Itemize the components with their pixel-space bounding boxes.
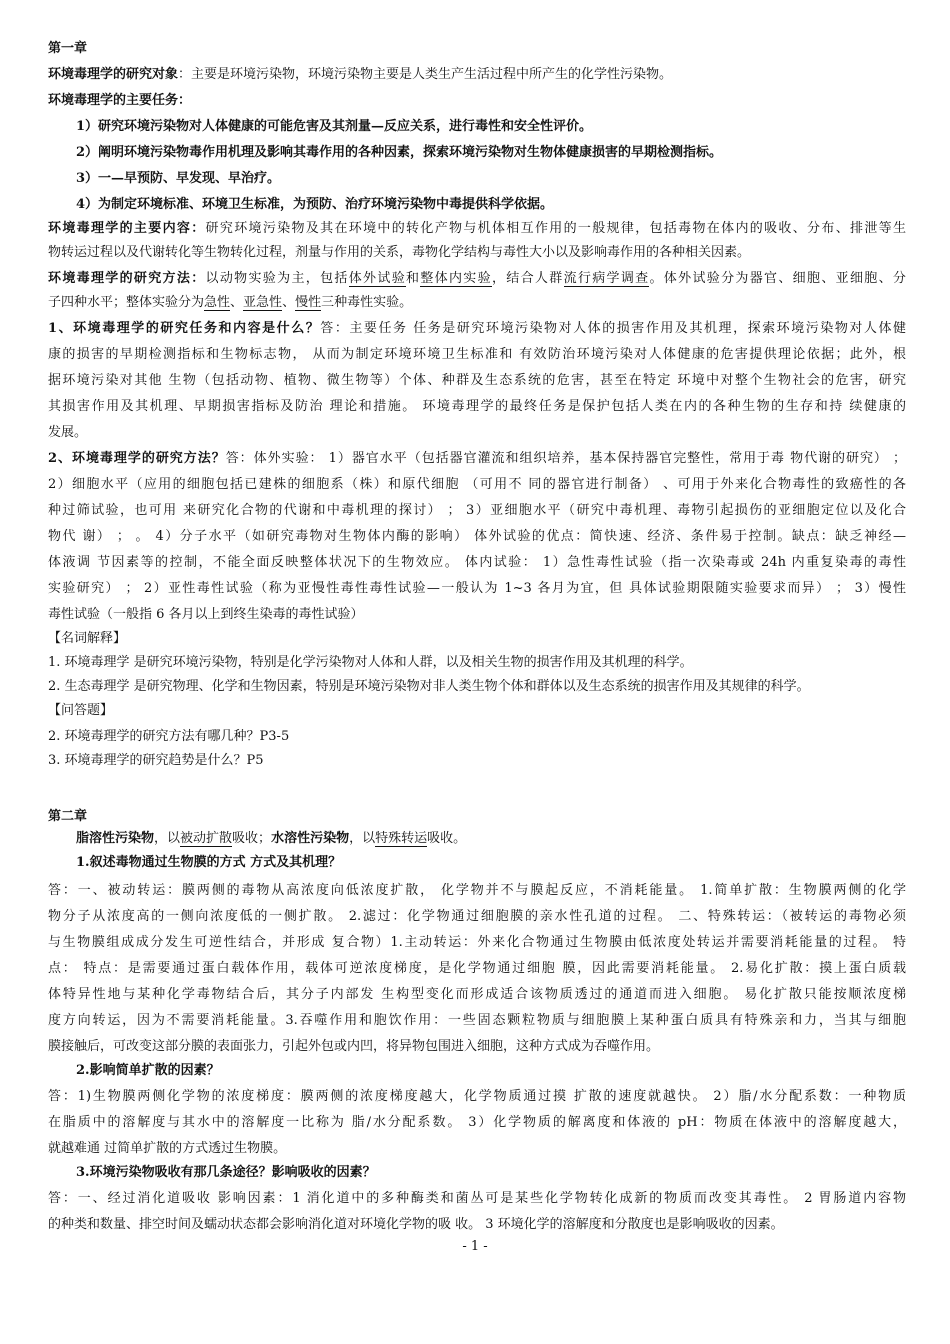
answer-text: 答：体外实验： 1）器官水平（包括器官灌流和组织培养，基本保持器官完整性，常用于毒 物代谢的研究） ； xyxy=(225,451,907,466)
answer-line: 其损害作用及其机理、早期损害指标及防治 理论和措施。 环境毒理学的最终任务是保护包括人类在内的各种生物的生存和持 续健康的 xyxy=(48,399,906,414)
task-item-3: 3）一—早预防、早发现、早治疗。 xyxy=(76,171,281,186)
question-1-line-1 xyxy=(48,320,906,337)
answer-text: 答：主要任务 任务是研究环境污染物对人体的损害作用及其机理，探索环境污染物对人体健 xyxy=(320,321,906,336)
research-object-line xyxy=(48,66,672,83)
research-method-line-1 xyxy=(48,270,906,287)
term-item: 1. 环境毒理学 是研究环境污染物，特别是化学污染物对人体和人群，以及相关生物的损害作用及其机理的科学。 xyxy=(48,655,693,670)
question-2-line-1 xyxy=(48,450,906,467)
answer-line: 体特异性地与某种化学毒物结合后，其分子内部发 生构型变化而形成适合该物质透过的通道而进入细胞。 易化扩散只能按顺浓度梯 xyxy=(48,987,906,1002)
research-object-text: ：主要是环境污染物，环境污染物主要是人类生产生活过程中所产生的化学性污染物。 xyxy=(178,67,673,82)
method-text: 。体外试验分为器官、细胞、亚细胞、分 xyxy=(649,271,906,286)
absorption-summary-line xyxy=(76,830,466,847)
underlined-term: 被动扩散 xyxy=(180,831,233,846)
ch2-question-3-label: 3.环境污染物吸收有那几条途径？影响吸收的因素？ xyxy=(76,1165,376,1180)
answer-line: 膜接触后，可改变这部分膜的表面张力，引起外包或内凹，将异物包围进入细胞，这种方式成为吞噬作用。 xyxy=(48,1039,660,1054)
method-text: 和 xyxy=(406,271,421,286)
method-text: 子四种水平；整体实验分为 xyxy=(48,295,205,310)
summary-text: ，以 xyxy=(154,831,181,846)
research-method-line-2 xyxy=(48,294,412,311)
underlined-term: 亚急性 xyxy=(243,295,283,310)
task-item-1: 1）研究环境污染物对人体健康的可能危害及其剂量—反应关系，进行毒性和安全性评价。 xyxy=(76,119,593,134)
answer-line: 康的损害的早期检测指标和生物标志物， 从而为制定环境环境卫生标准和 有效防治环境污染对人体健康的危害提供理论依据；此外，根 xyxy=(48,347,906,362)
answer-line: 答：一、经过消化道吸收 影响因素：1 消化道中的多种酶类和菌丛可是某些化学物转化成新的物质而改变其毒性。 2 胃肠道内容物 xyxy=(48,1191,906,1206)
method-text: 以动物实验为主，包括 xyxy=(205,271,349,286)
term-header: 【名词解释】 xyxy=(48,631,127,646)
answer-line: 据环境污染对其他 生物（包括动物、植物、微生物等）个体、种群及生态系统的危害，甚至在特定 环境中对整个生物社会的危害，研究 xyxy=(48,373,906,388)
answer-line: 与生物膜组成成分发生可逆性结合，并形成 复合物）1.主动转运：外来化合物通过生物膜由低浓度处转运并需要消耗能量的过程。 特 xyxy=(48,935,906,950)
main-tasks-label: 环境毒理学的主要任务： xyxy=(48,93,192,108)
qa-item: 3. 环境毒理学的研究趋势是什么？P5 xyxy=(48,753,264,768)
task-item-2: 2）阐明环境污染物毒作用机理及影响其毒作用的各种因素，探索环境污染物对生物体健康损害的早期检测指标。 xyxy=(76,145,723,160)
qa-item: 2. 环境毒理学的研究方法有哪几种？P3-5 xyxy=(48,729,290,744)
term-item: 2. 生态毒理学 是研究物理、化学和生物因素，特别是环境污染物对非人类生物个体和群体以及生态系统的损害作用及其规律的科学。 xyxy=(48,679,810,694)
main-content-line-2: 物转运过程以及代谢转化等生物转化过程，剂量与作用的关系，毒物化学结构与毒性大小以及影响毒作用的各种相关因素。 xyxy=(48,245,751,260)
answer-line: 发展。 xyxy=(48,425,88,440)
underlined-term: 急性 xyxy=(204,295,231,310)
answer-line: 2）细胞水平（应用的细胞包括已建株的细胞系（株）和原代细胞 （可用不 同的器官进行制备） 、可用于外来化合物毒性的致癌性的各 xyxy=(48,477,906,492)
answer-line: 物代 谢） ； 。 4）分子水平（如研究毒物对生物体内酶的影响） 体外试验的优点：简快速、经济、条件易于控制。缺点：缺乏神经— xyxy=(48,529,906,544)
ch2-question-2-label: 2.影响简单扩散的因素？ xyxy=(76,1063,220,1078)
answer-line: 度方向转运，因为不需要消耗能量。3.吞噬作用和胞饮作用：一些固态颗粒物质与细胞膜上某种蛋白质具有特殊亲和力，当其与细胞 xyxy=(48,1013,906,1028)
bold-term: 脂溶性污染物 xyxy=(76,831,155,846)
answer-line: 点： 特点：是需要通过蛋白载体作用，载体可逆浓度梯度，是化学物通过细胞 膜，因此需要消耗能量。 2.易化扩散：摸上蛋白质载 xyxy=(48,961,906,976)
answer-line: 答：一、被动转运：膜两侧的毒物从高浓度向低浓度扩散， 化学物并不与膜起反应，不消耗能量。 1.简单扩散：生物膜两侧的化学 xyxy=(48,883,906,898)
qa-header: 【问答题】 xyxy=(48,703,114,718)
summary-text: 吸收。 xyxy=(427,831,467,846)
main-content-text-1: 研究环境污染物及其在环境中的转化产物与机体相互作用的一般规律，包括毒物在体内的吸收、分布、排泄等生 xyxy=(205,221,906,236)
bold-term: 水溶性污染物 xyxy=(271,831,350,846)
answer-line: 就越难通 过简单扩散的方式透过生物膜。 xyxy=(48,1141,287,1156)
answer-line: 种过筛试验，也可用 来研究化合物的代谢和中毒机理的探讨） ； 3）亚细胞水平（研究中毒机理、毒物引起损伤的亚细胞定位以及化合 xyxy=(48,503,906,518)
main-content-label: 环境毒理学的主要内容： xyxy=(48,221,206,236)
question-1-label: 1、环境毒理学的研究任务和内容是什么？ xyxy=(48,321,321,336)
chapter-2-title: 第二章 xyxy=(48,809,88,824)
page-number: - 1 - xyxy=(462,1239,488,1254)
method-text: ，结合人群 xyxy=(491,271,564,286)
answer-line: 体液调 节因素等的控制，不能全面反映整体状况下的生物效应。 体内试验： 1）急性毒性试验（指一次染毒或 24h 内重复染毒的毒性 xyxy=(48,555,906,570)
method-text: 、 xyxy=(282,295,296,310)
answer-line: 在脂质中的溶解度与其水中的溶解度一比称为 脂/水分配系数。 3）化学物质的解离度和体液的 pH：物质在体液中的溶解度越大， xyxy=(48,1115,906,1130)
underlined-term: 流行病学调查 xyxy=(563,271,650,286)
answer-line: 的种类和数量、排空时间及蠕动状态都会影响消化道对环境化学物的吸 收。 3 环境化学的溶解度和分散度也是影响吸收的因素。 xyxy=(48,1217,784,1232)
summary-text: ，以 xyxy=(349,831,376,846)
underlined-term: 体外试验 xyxy=(348,271,407,286)
answer-line: 物分子从浓度高的一侧向浓度低的一侧扩散。 2.滤过：化学物通过细胞膜的亲水性孔道的过程。 二、特殊转运：（被转运的毒物必须 xyxy=(48,909,906,924)
question-2-label: 2、环境毒理学的研究方法？ xyxy=(48,451,226,466)
answer-line: 实验研究） ； 2）亚性毒性试验（称为亚慢性毒性毒性试验—一般认为 1~3 各月为宜，但 具体试验期限随实验要求而异） ； 3）慢性 xyxy=(48,581,906,596)
ch2-question-1-label: 1.叙述毒物通过生物膜的方式 方式及其机理？ xyxy=(76,855,342,870)
underlined-term: 特殊转运 xyxy=(375,831,428,846)
task-item-4: 4）为制定环境标准、环境卫生标准，为预防、治疗环境污染物中毒提供科学依据。 xyxy=(76,197,554,212)
method-text: 、 xyxy=(230,295,244,310)
answer-line: 毒性试验（一般指 6 各月以上到终生染毒的毒性试验） xyxy=(48,607,364,622)
research-method-label: 环境毒理学的研究方法： xyxy=(48,271,206,286)
summary-text: 吸收； xyxy=(232,831,272,846)
main-content-line-1 xyxy=(48,220,906,237)
underlined-term: 慢性 xyxy=(295,295,322,310)
chapter-1-title: 第一章 xyxy=(48,41,88,56)
underlined-term: 整体内实验 xyxy=(420,271,492,286)
research-object-label: 环境毒理学的研究对象 xyxy=(48,67,179,82)
answer-line: 答：1)生物膜两侧化学物的浓度梯度：膜两侧的浓度梯度越大，化学物质通过摸 扩散的速度就越快。 2）脂/水分配系数：一种物质 xyxy=(48,1089,906,1104)
method-text: 三种毒性实验。 xyxy=(321,295,413,310)
